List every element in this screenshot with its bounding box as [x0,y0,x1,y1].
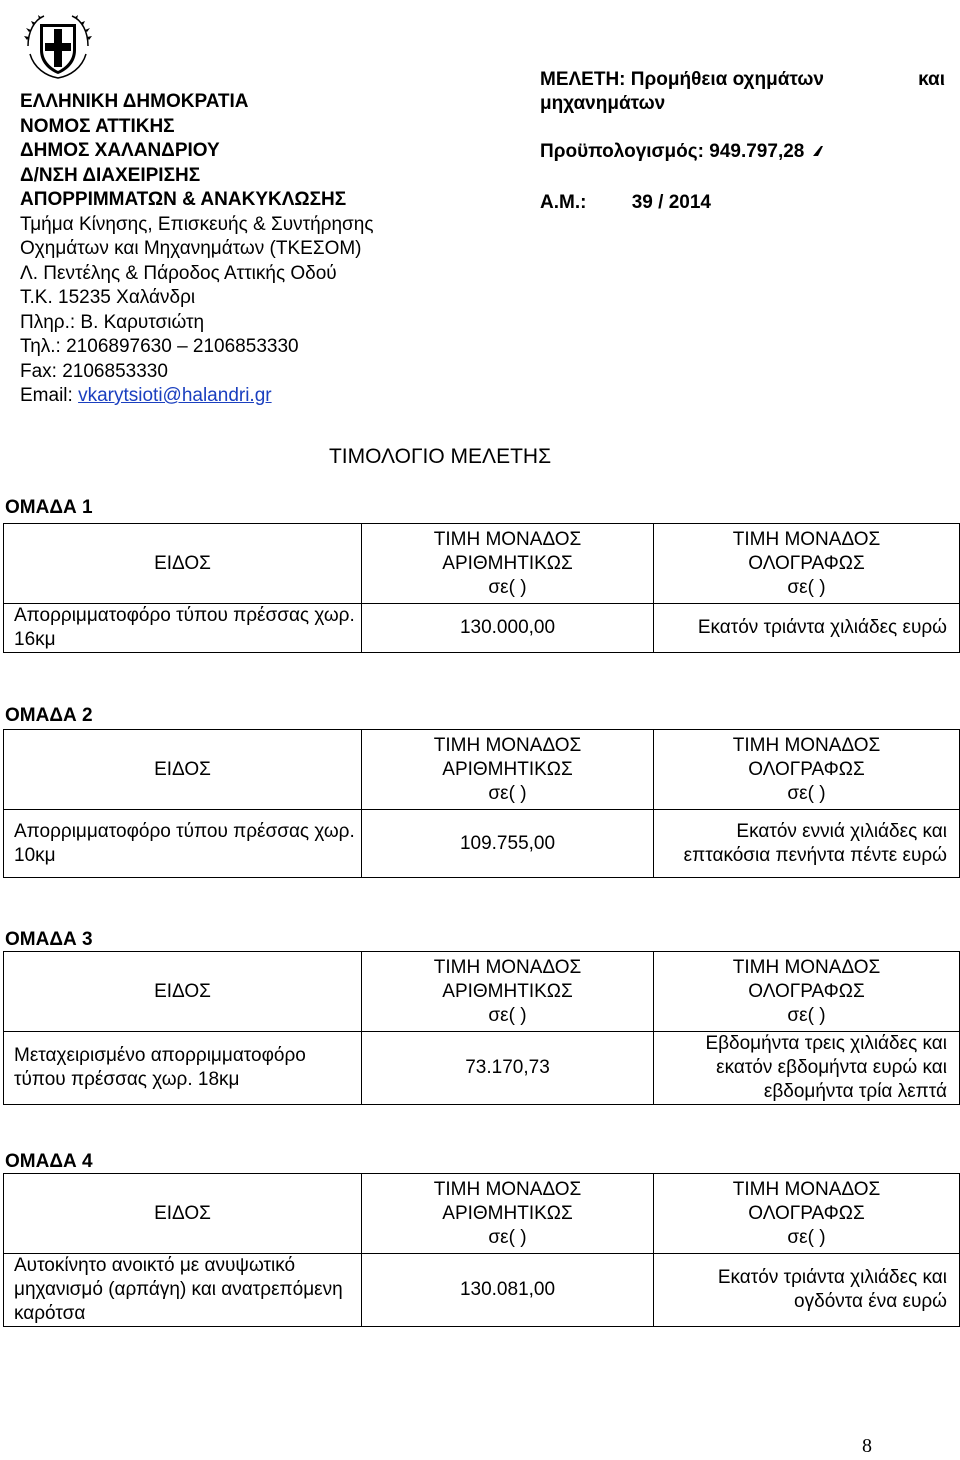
email-line [20,384,374,409]
price-table [3,951,960,1105]
table-row [4,604,960,653]
issuer-line: Τηλ.: 2106897630 – 2106853330 [20,336,299,357]
numeric-price: 130.081,00 [362,1254,654,1327]
price-table [3,523,960,653]
price-in-words: Εκατόν τριάντα χιλιάδες ευρώ [654,604,960,653]
email-link[interactable]: vkarytsioti@halandri.gr [78,385,272,406]
numeric-price-header: ΤΙΜΗ ΜΟΝΑΔΟΣ ΑΡΙΘΜΗΤΙΚΩΣ σε( ) [362,524,654,604]
group-label: ΟΜΑΔΑ 2 [5,705,93,726]
item-header: ΕΙΔΟΣ [4,730,362,810]
price-table [3,729,960,878]
issuer-block [20,90,374,409]
study-info [540,68,945,215]
price-in-words: Εβδομήντα τρεις χιλιάδες και εκατόν εβδομήντα ευρώ και εβδομήντα τρία λεπτά [654,1032,960,1105]
item-description: Αυτοκίνητο ανοικτό με ανυψωτικό μηχανισμό (αρπάγη) και ανατρεπόμενη καρότσα [4,1254,362,1327]
table-row [4,1032,960,1105]
issuer-line: Πληρ.: Β. Καρυτσιώτη [20,311,205,333]
am-value: 39 / 2014 [631,192,711,213]
page-number: 8 [862,1435,872,1457]
table-row [4,1254,960,1327]
group-label: ΟΜΑΔΑ 1 [5,497,93,518]
issuer-line: Οχημάτων και Μηχανημάτων (ΤΚΕΣΟΜ) [20,238,362,259]
currency-symbol-icon [810,144,824,158]
issuer-line: ΑΠΟΡΡΙΜΜΑΤΩΝ & ΑΝΑΚΥΚΛΩΣΗΣ [20,189,347,210]
issuer-line: ΝΟΜΟΣ ΑΤΤΙΚΗΣ [20,115,175,137]
numeric-price-header: ΤΙΜΗ ΜΟΝΑΔΟΣ ΑΡΙΘΜΗΤΙΚΩΣ σε( ) [362,952,654,1032]
words-price-header: ΤΙΜΗ ΜΟΝΑΔΟΣ ΟΛΟΓΡΑΦΩΣ σε( ) [654,952,960,1032]
words-price-header: ΤΙΜΗ ΜΟΝΑΔΟΣ ΟΛΟΓΡΑΦΩΣ σε( ) [654,730,960,810]
item-description: Απορριμματοφόρο τύπου πρέσσας χωρ. 10κμ [4,810,362,878]
issuer-line: Λ. Πεντέλης & Πάροδος Αττικής Οδού [20,262,337,284]
group-label: ΟΜΑΔΑ 3 [5,929,93,950]
numeric-price-header: ΤΙΜΗ ΜΟΝΑΔΟΣ ΑΡΙΘΜΗΤΙΚΩΣ σε( ) [362,730,654,810]
am-label: Α.Μ.: [540,192,587,213]
words-price-header: ΤΙΜΗ ΜΟΝΑΔΟΣ ΟΛΟΓΡΑΦΩΣ σε( ) [654,524,960,604]
numeric-price: 73.170,73 [362,1032,654,1105]
item-description: Απορριμματοφόρο τύπου πρέσσας χωρ. 16κμ [4,604,362,653]
issuer-line: ΔΗΜΟΣ ΧΑΛΑΝΔΡΙΟΥ [20,140,220,161]
study-title [540,68,945,92]
numeric-price-header: ΤΙΜΗ ΜΟΝΑΔΟΣ ΑΡΙΘΜΗΤΙΚΩΣ σε( ) [362,1174,654,1254]
numeric-price: 130.000,00 [362,604,654,653]
numeric-price: 109.755,00 [362,810,654,878]
study-title-continued: μηχανημάτων [540,93,666,114]
issuer-line: Τ.Κ. 15235 Χαλάνδρι [20,287,196,308]
item-description: Μεταχειρισμένο απορριμματοφόρο τύπου πρέσσας χωρ. 18κμ [4,1032,362,1105]
study-title-text: και [918,69,945,90]
email-label: Email: [20,385,79,406]
item-header: ΕΙΔΟΣ [4,1174,362,1254]
table-row [4,810,960,878]
document-title: ΤΙΜΟΛΟΓΙΟ ΜΕΛΕΤΗΣ [328,445,552,468]
budget [540,140,945,164]
item-header: ΕΙΔΟΣ [4,524,362,604]
issuer-line: Δ/ΝΣΗ ΔΙΑΧΕΙΡΙΣΗΣ [20,164,201,186]
words-price-header: ΤΙΜΗ ΜΟΝΑΔΟΣ ΟΛΟΓΡΑΦΩΣ σε( ) [654,1174,960,1254]
greek-coat-of-arms-icon [22,10,94,82]
item-header: ΕΙΔΟΣ [4,952,362,1032]
budget-text: Προϋπολογισμός: 949.797,28 [540,141,810,162]
price-in-words: Εκατόν τριάντα χιλιάδες και ογδόντα ένα ευρώ [654,1254,960,1327]
issuer-line: Fax: 2106853330 [20,360,168,382]
price-in-words: Εκατόν εννιά χιλιάδες και επτακόσια πενήντα πέντε ευρώ [654,810,960,878]
price-table [3,1173,960,1327]
issuer-line: ΕΛΛΗΝΙΚΗ ΔΗΜΟΚΡΑΤΙΑ [20,91,249,112]
issuer-line: Τμήμα Κίνησης, Επισκευής & Συντήρησης [20,213,374,235]
group-label: ΟΜΑΔΑ 4 [5,1151,93,1172]
study-title-text: ΜΕΛΕΤΗ: Προμήθεια οχημάτων [540,69,824,90]
registration-number [540,191,945,215]
